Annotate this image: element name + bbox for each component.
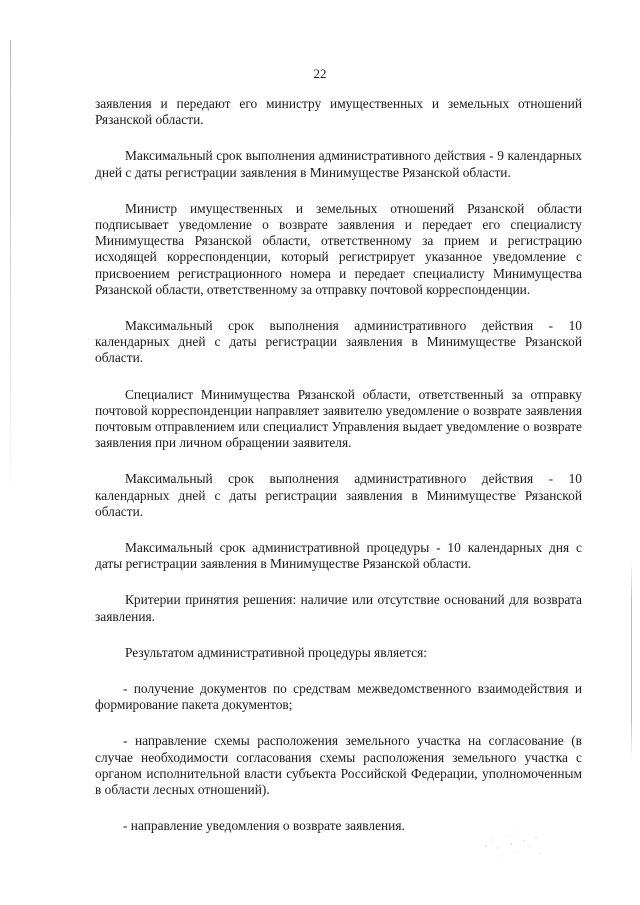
paragraph-7: Максимальный срок административной процедуры - 10 календарных дня с даты регистрации заявления в Минимуществе Рязанской области. (95, 540, 582, 572)
list-item-3: - направление уведомления о возврате заявления. (123, 818, 405, 834)
paragraph-5: Специалист Минимущества Рязанской области, ответственный за отправку почтовой корреспонденции направляет заявителю уведомление о возврате заявления почтовым отправлением или специалист Управления выдает уведомление о возврате заявления при личном обращении заявителя. (95, 386, 582, 451)
paragraph-4: Максимальный срок выполнения административного действия - 10 календарных дней с даты регистрации заявления в Минимуществе Рязанской области. (95, 318, 582, 366)
scan-edge-right (631, 560, 632, 760)
paragraph-3: Министр имущественных и земельных отношений Рязанской области подписывает уведомление о возврате заявления и передает его специалисту Минимущества Рязанской области, ответственному за прием и регистрацию исходящей корреспонденции, который регистрирует указанное уведомление с присвоением регистрационного номера и передает специалисту Минимущества Рязанской области, ответственному за отправку почтовой корреспонденции. (95, 200, 582, 297)
scan-noise-marks (478, 826, 548, 866)
list-item-1: - получение документов по средствам межведомственного взаимодействия и формирование пакета документов; (95, 681, 582, 713)
paragraph-8: Критерии принятия решения: наличие или отсутствие оснований для возврата заявления. (95, 592, 582, 624)
page-number: 22 (313, 66, 327, 81)
list-item-2: - направление схемы расположения земельного участка на согласование (в случае необходимости согласования схемы расположения земельного участка с органом исполнительной власти субъекта Российской Федерации, уполномоченным в области лесных отношений). (95, 733, 582, 798)
paragraph-6: Максимальный срок выполнения административного действия - 10 календарных дней с даты регистрации заявления в Минимуществе Рязанской области. (95, 471, 582, 519)
document-body (95, 96, 582, 855)
paragraph-2: Максимальный срок выполнения административного действия - 9 календарных дней с даты регистрации заявления в Минимуществе Рязанской области. (95, 148, 582, 180)
paragraph-1: заявления и передают его министру имущественных и земельных отношений Рязанской области. (95, 96, 582, 128)
scan-edge-left (10, 40, 11, 510)
paragraph-9: Результатом административной процедуры является: (125, 644, 427, 660)
